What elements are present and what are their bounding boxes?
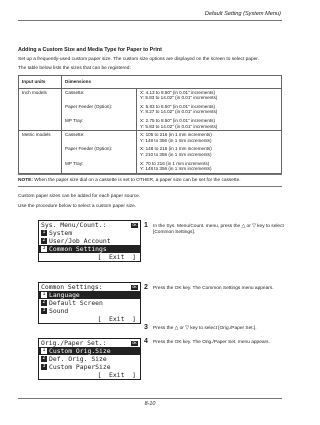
page-number: 8-10 — [144, 401, 156, 407]
lcd-title: Orig./Paper Set.: — [41, 339, 107, 347]
ok-key-icon: OK — [132, 340, 137, 345]
lcd-item-label: Language — [49, 291, 80, 299]
lcd-item-selected[interactable] — [39, 291, 140, 299]
lcd-screen-common-settings — [38, 282, 141, 324]
step-number: 2 — [144, 284, 148, 291]
lcd-item[interactable] — [39, 237, 140, 245]
item-number: 3 — [42, 364, 46, 369]
dim-x: X: 2.75 to 8.50" (in 0.01" increments) — [140, 117, 216, 123]
source-cell — [62, 88, 137, 131]
step-text: Press the △ or ▽ key to select [Orig./Paper Set.]. — [153, 326, 257, 331]
intro-paragraph-2: The table below lists the sizes that can be registered: — [18, 66, 131, 71]
item-number: 2 — [42, 356, 46, 361]
lcd-item-label: Def. Orig. Size — [49, 355, 107, 363]
dimension-cell — [137, 88, 282, 131]
dim-y: Y: 8.27 to 14.02" (in 0.01" increments) — [140, 109, 218, 115]
lcd-item-label: Sound — [49, 307, 69, 315]
lcd-item[interactable] — [39, 355, 140, 363]
lcd-title-row — [39, 339, 140, 347]
step-1 — [144, 224, 284, 236]
exit-softkey[interactable]: [ Exit ] — [97, 315, 136, 323]
unit-cell: Metric models — [19, 131, 62, 174]
unit-cell: Inch models — [19, 88, 62, 131]
dim-y: Y: 5.83 to 14.02" (in 0.01" increments) — [140, 95, 218, 101]
lcd-item-label: System — [49, 229, 73, 237]
body-paragraph: Custom paper sizes can be added for each paper source. — [18, 194, 141, 199]
body-paragraph-2: Use the procedure below to select a custom paper size. — [18, 204, 137, 209]
intro-paragraph: Set up a frequently-used custom paper size. The custom size options are displayed on the screen to select paper. — [18, 57, 259, 62]
source-label: Paper Feeder (Option): — [65, 103, 113, 109]
lcd-title: Sys. Menu/Count.: — [41, 221, 107, 229]
source-label: Paper Feeder (Option): — [65, 146, 113, 152]
exit-softkey[interactable]: [ Exit ] — [97, 371, 136, 379]
source-label: Cassette: — [65, 89, 85, 95]
step-3 — [144, 326, 284, 332]
ok-key-icon: OK — [132, 284, 137, 289]
exit-softkey[interactable]: [ Exit ] — [97, 253, 136, 261]
step-text: Press the OK key. The Common Settings menu appears. — [153, 286, 274, 291]
dim-y: Y: 210 to 356 (in 1 mm increments) — [140, 151, 212, 157]
table-header-units: Input units — [19, 76, 62, 89]
step-number: 1 — [144, 222, 148, 229]
item-number: 1 — [42, 230, 46, 235]
note-rule-top — [18, 174, 282, 175]
lcd-item[interactable] — [39, 299, 140, 307]
source-cell — [62, 131, 137, 174]
step-text: Press the OK key. The Orig./Paper Set. menu appears. — [153, 340, 270, 345]
note — [18, 178, 241, 183]
lcd-item-selected[interactable] — [39, 245, 140, 253]
item-number: 2 — [42, 300, 46, 305]
dim-x: X: 148 to 216 (in 1 mm increments) — [140, 146, 212, 152]
step-number: 4 — [144, 338, 148, 345]
lcd-item[interactable] — [39, 229, 140, 237]
table-row — [19, 88, 282, 131]
step-4 — [144, 340, 284, 346]
step-number: 3 — [144, 324, 148, 331]
lcd-screen-orig-paper — [38, 338, 141, 380]
lcd-title: Common Settings: — [41, 283, 103, 291]
header-rule — [18, 20, 282, 21]
section-heading: Adding a Custom Size and Media Type for Paper to Print — [18, 47, 162, 53]
note-text: When the paper size dial on a cassette is set to OTHER, a paper size can be set for the cassette. — [32, 178, 241, 183]
dim-y: Y: 148 to 356 (in 1 mm increments) — [140, 166, 212, 172]
table-row — [19, 131, 282, 174]
step-text: In the Sys. Menu/Count. menu, press the △ or ▽ key to select [Common Settings]. — [153, 224, 284, 235]
dim-x: X: 4.13 to 8.50" (in 0.01" increments) — [140, 89, 216, 95]
source-label: Cassette: — [65, 132, 85, 138]
note-rule-bottom — [18, 186, 282, 187]
source-label: MP Tray: — [65, 160, 84, 166]
size-table — [18, 75, 282, 174]
lcd-item-selected[interactable] — [39, 347, 140, 355]
footer-rule — [18, 398, 282, 399]
source-label: MP Tray: — [65, 117, 84, 123]
item-number: 3 — [42, 308, 46, 313]
dimension-cell — [137, 131, 282, 174]
step-2 — [144, 286, 284, 292]
lcd-item-label: Default Screen — [49, 299, 103, 307]
item-number: 2 — [42, 238, 46, 243]
lcd-item-label: User/Job Account — [49, 237, 111, 245]
dim-x: X: 5.83 to 8.50" (in 0.01" increments) — [140, 103, 216, 109]
item-number: 1 — [42, 348, 46, 353]
lcd-screen-sys-menu — [38, 220, 141, 262]
dim-x: X: 105 to 216 (in 1 mm increments) — [140, 132, 212, 138]
lcd-item[interactable] — [39, 307, 140, 315]
dim-y: Y: 5.83 to 14.02" (in 0.01" increments) — [140, 123, 218, 129]
running-header: Default Setting (System Menu) — [204, 11, 281, 17]
item-number: 1 — [42, 292, 46, 297]
lcd-title-row — [39, 283, 140, 291]
lcd-item-label: Custom Orig.Size — [49, 347, 111, 355]
ok-key-icon: OK — [132, 222, 137, 227]
lcd-item-label: Common Settings — [49, 245, 107, 253]
table-header-dimensions: Dimensions — [62, 76, 282, 89]
lcd-item-label: Custom PaperSize — [49, 363, 111, 371]
dim-x: X: 70 to 216 (in 1 mm increments) — [140, 160, 210, 166]
lcd-title-row — [39, 221, 140, 229]
note-label: NOTE: — [18, 178, 33, 183]
item-number: 3 — [42, 246, 46, 251]
lcd-item[interactable] — [39, 363, 140, 371]
dim-y: Y: 148 to 356 (in 1 mm increments) — [140, 137, 212, 143]
